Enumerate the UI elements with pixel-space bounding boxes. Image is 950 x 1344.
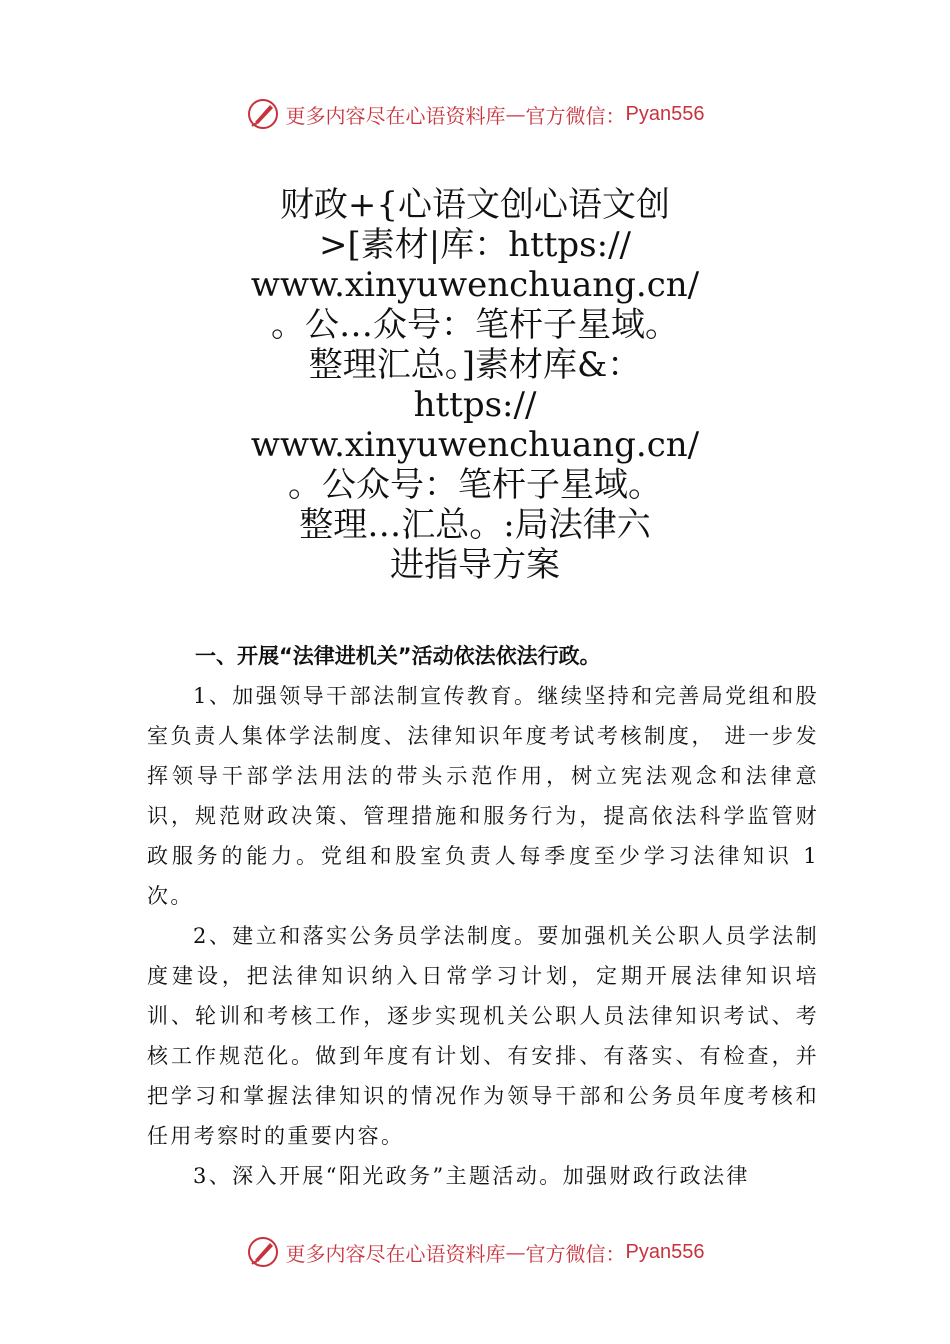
banner-wechat-label: 官方微信：	[525, 1241, 626, 1266]
banner-wechat-label: 官方微信：	[525, 103, 626, 128]
title-line: 进指导方案	[390, 545, 560, 585]
title-line: >[素材|库：https://	[318, 225, 631, 265]
title-line: www.xinyuwenchuang.cn/	[250, 425, 700, 465]
header-banner	[0, 94, 950, 134]
title-line: 整理汇总。]素材库&：	[308, 345, 642, 385]
banner-text: 更多内容尽在心语资料库	[285, 103, 506, 128]
footer-banner	[0, 1232, 950, 1272]
banner-wechat-id: Pyan556	[625, 102, 705, 125]
banner-separator: —	[505, 102, 526, 126]
document-title	[0, 185, 950, 585]
banner-wechat-id: Pyan556	[625, 1240, 705, 1263]
title-line: 。公众号：笔杆子星域。	[288, 465, 662, 505]
document-body	[147, 636, 819, 1196]
title-line: 。公…众号：笔杆子星域。	[271, 305, 679, 345]
banner-text: 更多内容尽在心语资料库	[285, 1241, 506, 1266]
title-line: 财政+{心语文创心语文创	[279, 185, 671, 225]
section-heading: 一、开展“法律进机关”活动依法依法行政。	[195, 644, 601, 668]
brush-pen-logo-icon	[246, 1235, 280, 1269]
title-line: https://	[413, 385, 537, 425]
banner-separator: —	[505, 1240, 526, 1264]
title-line: 整理…汇总。:局法律六	[299, 505, 651, 545]
title-line: www.xinyuwenchuang.cn/	[250, 265, 700, 305]
body-paragraph: 2、建立和落实公务员学法制度。要加强机关公职人员学法制度建设，把法律知识纳入日常学习计划，定期开展法律知识培训、轮训和考核工作，逐步实现机关公职人员法律知识考试、考核工作规范化。做到年度有计划、有安排、有落实、有检查，并把学习和掌握法律知识的情况作为领导干部和公务员年度考核和任用考察时的重要内容。	[147, 924, 819, 1148]
body-paragraph: 1、加强领导干部法制宣传教育。继续坚持和完善局党组和股室负责人集体学法制度、法律知识年度考试考核制度， 进一步发挥领导干部学法用法的带头示范作用，树立宪法观念和法律意识，规范财政决策、管理措施和服务行为，提高依法科学监管财政服务的能力。党组和股室负责人每季度至少学习法律知识 1 次。	[147, 684, 819, 908]
body-paragraph: 3、深入开展“阳光政务”主题活动。加强财政行政法律	[193, 1164, 750, 1188]
brush-pen-logo-icon	[246, 97, 280, 131]
